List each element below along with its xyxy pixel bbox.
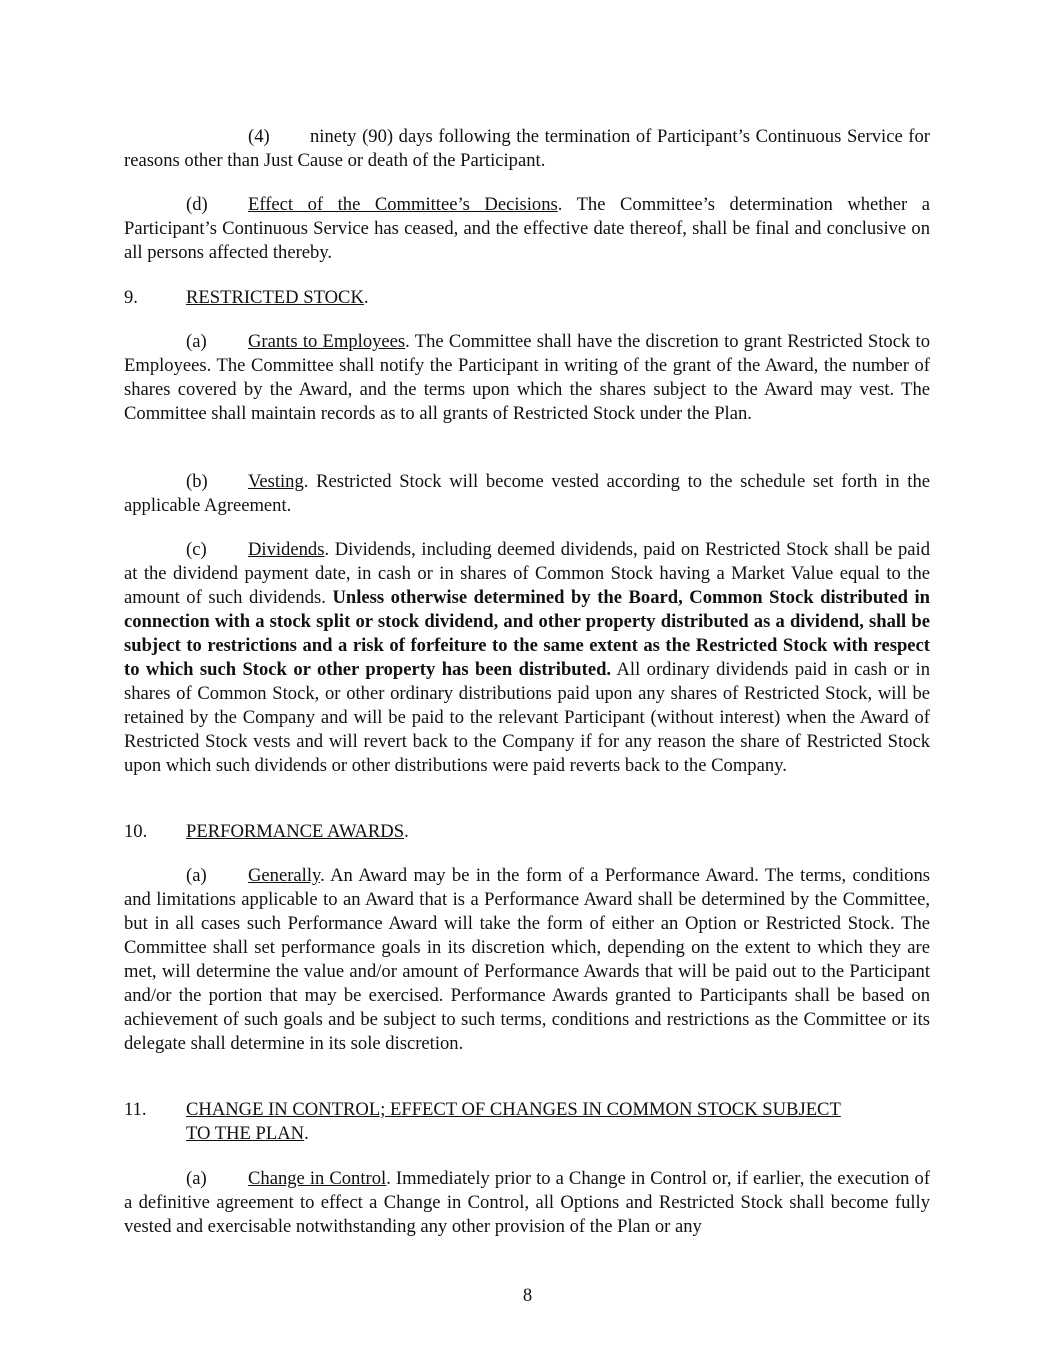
item-number: (a) — [186, 1168, 207, 1189]
paragraph-10a — [124, 864, 930, 1056]
section-10-heading — [124, 820, 409, 844]
section-title-line-2: TO THE PLAN — [186, 1123, 305, 1144]
item-number: (a) — [186, 865, 207, 886]
item-number: (a) — [186, 331, 207, 352]
paragraph-text: . The Committee shall have the discretion to grant Restricted Stock to Employees. The Committee shall notify the Participant in writing of the grant of the Award, the number of shares covered by the Award, and the terms upon which the shares subject to the Award may vest. The Committee shall maintain records as to all grants of Restricted Stock under the Plan. — [124, 331, 930, 424]
heading-period: . — [304, 1123, 309, 1144]
paragraph-text: . Immediately prior to a Change in Control or, if earlier, the execution of a definitive agreement to effect a Change in Control, all Options and Restricted Stock shall become fully vested and exercisable notwithstanding any other provision of the Plan or any — [124, 1168, 931, 1237]
page-number: 8 — [522, 1285, 533, 1306]
section-9-heading — [124, 286, 369, 310]
paragraph-text-2: All ordinary dividends paid in cash or in shares of Common Stock, or other ordinary distributions paid upon any shares of Restricted Stock, will be retained by the Company and will be paid to the relevant Participant (without interest) when the Award of Restricted Stock vests and will revert back to the Company if for any reason the share of Restricted Stock upon which such dividends or other distributions were paid reverts back to the Company. — [124, 659, 930, 776]
section-title-line-1: CHANGE IN CONTROL; EFFECT OF CHANGES IN COMMON STOCK SUBJECT — [186, 1099, 841, 1120]
paragraph-9b — [124, 470, 930, 518]
item-number: (d) — [186, 194, 208, 215]
section-11-line-2 — [124, 1122, 930, 1146]
paragraph-bold-text: Unless otherwise determined by the Board, Common Stock distributed in connection with a stock split or stock dividend, and other property distributed as a dividend, shall be subject to restrictions and a risk of forfeiture to the same extent as the Restricted Stock with respect to which such Stock or other property has been distributed. — [124, 587, 931, 680]
paragraph-text: . Dividends, including deemed dividends, paid on Restricted Stock shall be paid at the dividend payment date, in cash or in shares of Common Stock having a Market Value equal to the amount of such dividends. — [124, 539, 930, 608]
section-number: 11. — [124, 1099, 147, 1120]
paragraph-heading: Vesting — [248, 471, 304, 492]
section-title: PERFORMANCE AWARDS — [186, 821, 405, 842]
paragraph-heading: Dividends — [248, 539, 325, 560]
paragraph-9c — [124, 538, 930, 778]
section-11-heading — [124, 1098, 930, 1146]
paragraph-heading: Grants to Employees — [248, 331, 406, 352]
section-number: 10. — [124, 821, 148, 842]
paragraph-text: . An Award may be in the form of a Performance Award. The terms, conditions and limitations applicable to an Award that is a Performance Award shall be determined by the Committee, but in all cases such Performance Award will take the form of either an Option or Restricted Stock. The Committee shall set performance goals in its discretion which, depending on the extent to which they are met, will determine the value and/or amount of Performance Awards that will be paid out to the Participant and/or the portion that may be exercised. Performance Awards granted to Participants shall be based on achievement of such goals and be subject to such terms, conditions and restrictions as the Committee or its delegate shall determine in its sole discretion. — [124, 865, 930, 1054]
paragraph-text: . The Committee’s determination whether a Participant’s Continuous Service has ceased, and the effective date thereof, shall be final and conclusive on all persons affected thereby. — [124, 194, 930, 263]
paragraph-heading: Change in Control — [248, 1168, 387, 1189]
item-number: (b) — [186, 471, 208, 492]
heading-period: . — [363, 287, 369, 308]
paragraph-text: ninety (90) days following the termination of Participant’s Continuous Service for reasons other than Just Cause or death of the Participant. — [124, 126, 930, 171]
paragraph-8d — [124, 193, 930, 265]
section-number: 9. — [124, 287, 138, 308]
paragraph-9a — [124, 330, 930, 426]
paragraph-11a — [124, 1167, 930, 1239]
item-number: (4) — [248, 126, 270, 147]
heading-period: . — [404, 821, 409, 842]
paragraph-text: . Restricted Stock will become vested according to the schedule set forth in the applicable Agreement. — [124, 471, 930, 516]
paragraph-heading: Generally — [248, 865, 321, 886]
section-title: RESTRICTED STOCK — [186, 287, 364, 308]
paragraph-8c4 — [124, 125, 930, 173]
paragraph-heading: Effect of the Committee’s Decisions — [248, 194, 558, 215]
item-number: (c) — [186, 539, 207, 560]
section-11-line-1 — [124, 1098, 930, 1122]
